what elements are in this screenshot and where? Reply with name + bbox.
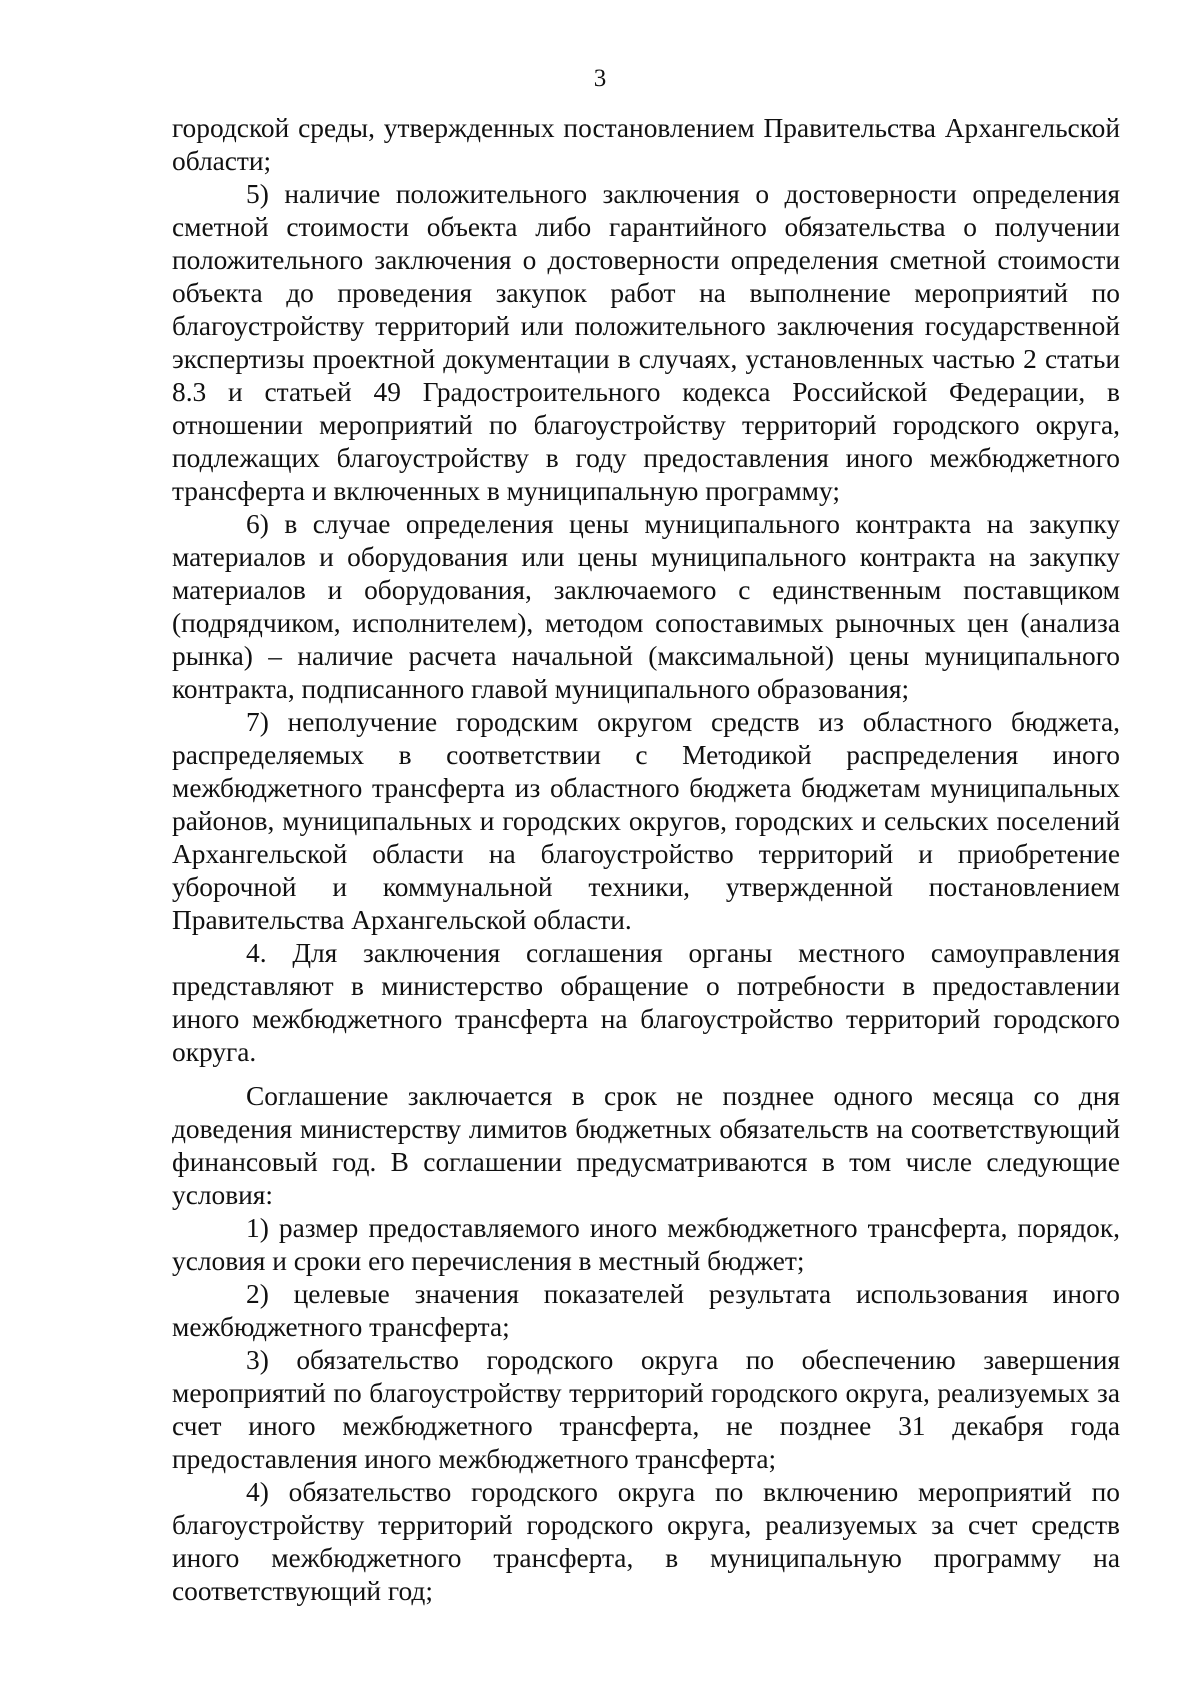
page-number: 3 (593, 65, 607, 92)
paragraph-condition-4: 4) обязательство городского округа по включению мероприятий по благоустройству территорий городского округа, реализуемых за счет средств иного межбюджетного трансферта, в муниципальную программу на соответствующий год; (172, 1477, 1120, 1606)
document-body (172, 112, 1120, 1608)
paragraph-continuation: городской среды, утвержденных постановлением Правительства Архангельской области; (172, 113, 1120, 176)
paragraph-clause-4: 4. Для заключения соглашения органы местного самоуправления представляют в министерство обращение о потребности в предоставлении иного межбюджетного трансферта на благоустройство территорий городского округа. (172, 938, 1120, 1067)
paragraph-item-6: 6) в случае определения цены муниципального контракта на закупку материалов и оборудования или цены муниципального контракта на закупку материалов и оборудования, заключаемого с единственным поставщиком (подрядчиком, исполнителем), методом сопоставимых рыночных цен (анализа рынка) – наличие расчета начальной (максимальной) цены муниципального контракта, подписанного главой муниципального образования; (172, 509, 1120, 704)
paragraph-condition-2: 2) целевые значения показателей результата использования иного межбюджетного трансферта; (172, 1279, 1120, 1342)
paragraph-condition-1: 1) размер предоставляемого иного межбюджетного трансферта, порядок, условия и сроки его перечисления в местный бюджет; (172, 1213, 1120, 1276)
paragraph-condition-3: 3) обязательство городского округа по обеспечению завершения мероприятий по благоустройству территорий городского округа, реализуемых за счет иного межбюджетного трансферта, не позднее 31 декабря года предоставления иного межбюджетного трансферта; (172, 1345, 1120, 1474)
paragraph-item-5: 5) наличие положительного заключения о достоверности определения сметной стоимости объекта либо гарантийного обязательства о получении положительного заключения о достоверности определения сметной стоимости объекта до проведения закупок работ на выполнение мероприятий по благоустройству территорий или положительного заключения государственной экспертизы проектной документации в случаях, установленных частью 2 статьи 8.3 и статьей 49 Градостроительного кодекса Российской Федерации, в отношении мероприятий по благоустройству территорий городского округа, подлежащих благоустройству в году предоставления иного межбюджетного трансферта и включенных в муниципальную программу; (172, 179, 1120, 506)
paragraph-item-7: 7) неполучение городским округом средств из областного бюджета, распределяемых в соответствии с Методикой распределения иного межбюджетного трансферта из областного бюджета бюджетам муниципальных районов, муниципальных и городских округов, городских и сельских поселений Архангельской области на благоустройство территорий и приобретение уборочной и коммунальной техники, утвержденной постановлением Правительства Архангельской области. (172, 707, 1120, 935)
paragraph-agreement-terms: Соглашение заключается в срок не позднее одного месяца со дня доведения министерству лимитов бюджетных обязательств на соответствующий финансовый год. В соглашении предусматриваются в том числе следующие условия: (172, 1081, 1120, 1210)
